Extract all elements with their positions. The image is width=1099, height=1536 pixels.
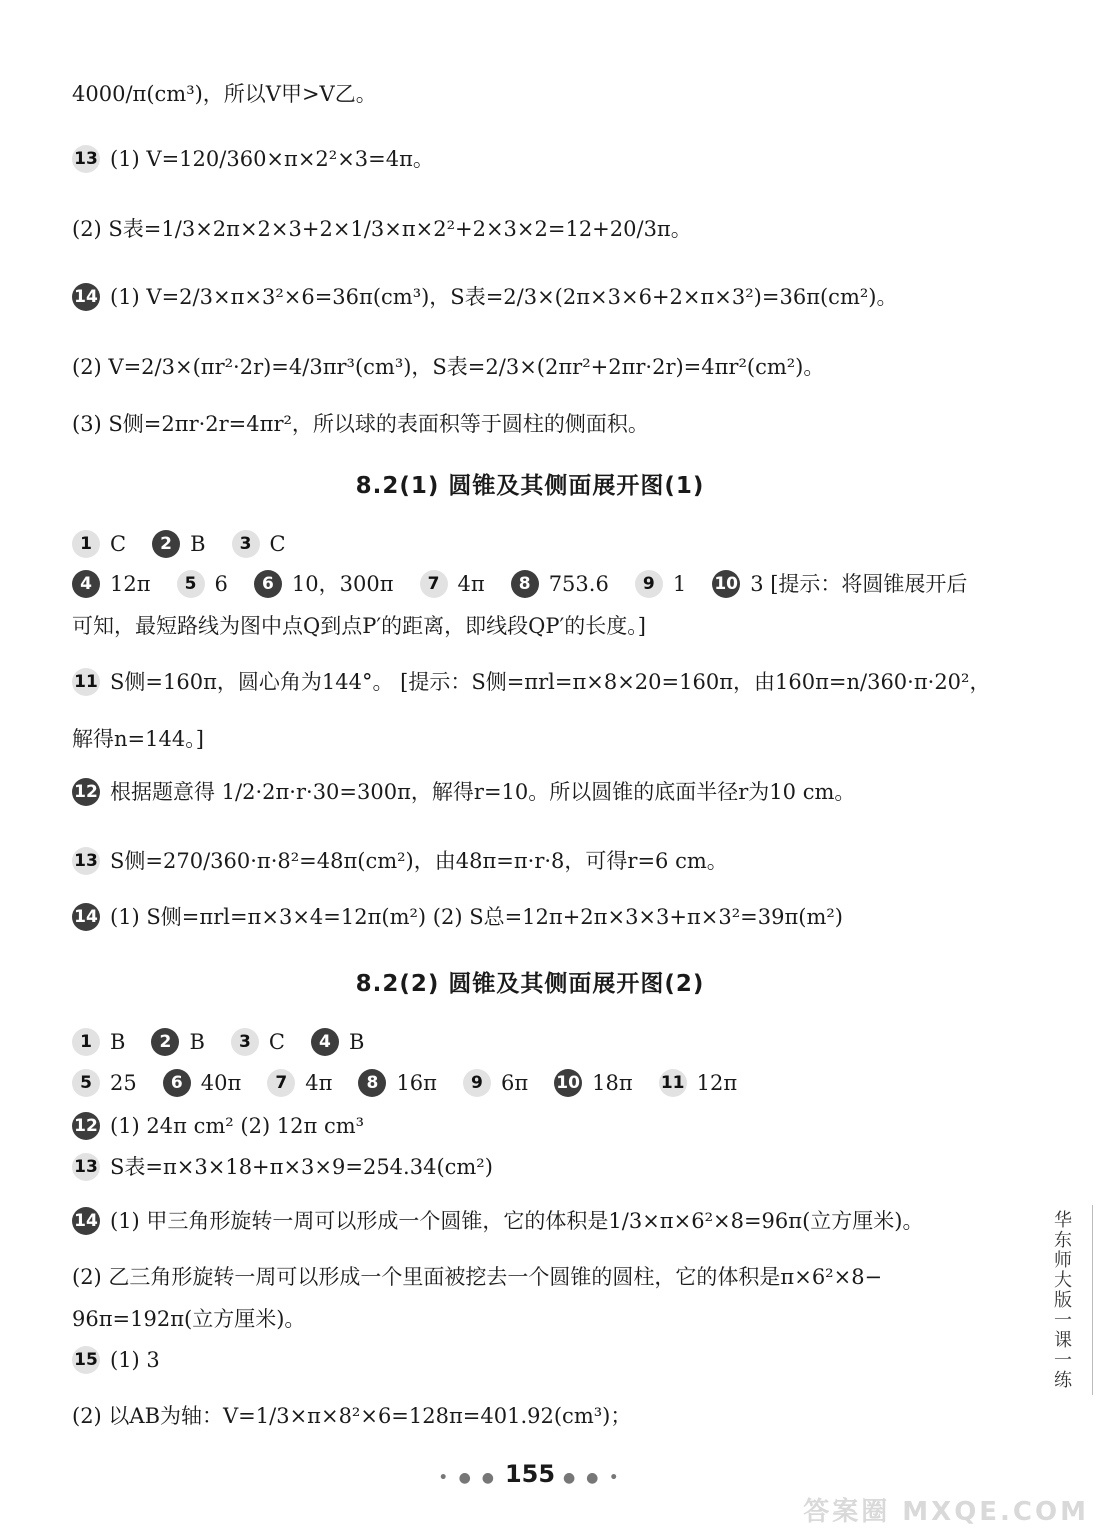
decorative-dots: • ● ● [438, 1470, 497, 1486]
question-number-badge: 13 [72, 847, 100, 875]
answer-line: (2) S表=1/3×2π×2×3+2×1/3×π×2²+2×3×2=12+20/3π。 [72, 217, 692, 241]
question-number-badge: 13 [72, 145, 100, 173]
answer-line: (2) 以AB为轴：V=1/3×π×8²×6=128π=401.92(cm³)； [72, 1404, 632, 1428]
answer-line: 解得n=144。] [72, 727, 204, 751]
question-number-badge: 8 [511, 570, 539, 598]
question-number-badge: 11 [72, 668, 100, 696]
answer-line: 13 S表=π×3×18+π×3×9=254.34(cm²) [72, 1153, 989, 1181]
question-number-badge: 9 [463, 1069, 491, 1097]
answer-line: 96π=192π(立方厘米)。 [72, 1307, 306, 1331]
answer-line: 12 根据题意得 1/2·2π·r·30=300π，解得r=10。所以圆锥的底面半径r为10 cm。 [72, 778, 989, 806]
question-number-badge: 5 [177, 570, 205, 598]
question-number-badge: 4 [72, 570, 100, 598]
answer-row: 1 C 2 B 3 C [72, 530, 989, 558]
answer-line: 13 (1) V=120/360×π×2²×3=4π。 [72, 145, 989, 173]
page-footer [0, 1460, 1060, 1488]
watermark: 答案圈 MXQE.COM [803, 1497, 1089, 1527]
answer-line: (2) V=2/3×(πr²·2r)=4/3πr³(cm³)，S表=2/3×(2πr²+2πr·2r)=4πr²(cm²)。 [72, 355, 825, 379]
answer-line: 14 (1) 甲三角形旋转一周可以形成一个圆锥，它的体积是1/3×π×6²×8=96π(立方厘米)。 [72, 1207, 989, 1235]
answer-line: (3) S侧=2πr·2r=4πr²，所以球的表面积等于圆柱的侧面积。 [72, 412, 649, 436]
question-number-badge: 14 [72, 1207, 100, 1235]
book-series-label: 华东师大版一课一练 [1051, 1210, 1072, 1390]
question-number-badge: 7 [267, 1069, 295, 1097]
answer-line: 14 (1) V=2/3×π×3²×6=36π(cm³)，S表=2/3×(2π×3×6+2×π×3²)=36π(cm²)。 [72, 283, 989, 311]
question-number-badge: 8 [358, 1069, 386, 1097]
answer-line: 14 (1) S侧=πrl=π×3×4=12π(m²) (2) S总=12π+2π×3×3+π×3²=39π(m²) [72, 903, 989, 931]
decorative-dots: ● ● • [563, 1470, 622, 1486]
question-number-badge: 11 [659, 1069, 687, 1097]
question-number-badge: 10 [712, 570, 740, 598]
answer-line: 12 (1) 24π cm² (2) 12π cm³ [72, 1112, 989, 1140]
question-number-badge: 13 [72, 1153, 100, 1181]
question-number-badge: 15 [72, 1346, 100, 1374]
question-number-badge: 3 [232, 530, 260, 558]
question-number-badge: 6 [163, 1069, 191, 1097]
question-number-badge: 3 [231, 1028, 259, 1056]
question-number-badge: 6 [254, 570, 282, 598]
question-number-badge: 2 [152, 530, 180, 558]
section-title: 8.2(1) 圆锥及其侧面展开图(1) [355, 473, 705, 499]
question-number-badge: 4 [311, 1028, 339, 1056]
answer-row: 4 12π 5 6 6 10，300π 7 4π 8 753.6 9 1 10 3 [提示：将圆锥展开后 [72, 570, 989, 598]
answer-row: 5 25 6 40π 7 4π 8 16π 9 6π 10 18π 11 12π [72, 1069, 989, 1097]
question-number-badge: 12 [72, 1112, 100, 1140]
answer-line: 15 (1) 3 [72, 1346, 989, 1374]
answer-line: 13 S侧=270/360·π·8²=48π(cm²)，由48π=π·r·8，可得r=6 cm。 [72, 847, 989, 875]
answer-line: (2) 乙三角形旋转一周可以形成一个里面被挖去一个圆锥的圆柱，它的体积是π×6²×8− [72, 1265, 883, 1289]
question-number-badge: 14 [72, 283, 100, 311]
answer-row: 1 B 2 B 3 C 4 B [72, 1028, 989, 1056]
question-number-badge: 9 [635, 570, 663, 598]
question-number-badge: 5 [72, 1069, 100, 1097]
question-number-badge: 2 [151, 1028, 179, 1056]
question-number-badge: 7 [420, 570, 448, 598]
section-title: 8.2(2) 圆锥及其侧面展开图(2) [355, 971, 705, 997]
answer-line: 可知，最短路线为图中点Q到点P′的距离，即线段QP′的长度。] [72, 614, 646, 638]
page-number: 155 [504, 1460, 556, 1488]
sidebar-divider [1092, 1205, 1093, 1395]
question-number-badge: 10 [554, 1069, 582, 1097]
answer-line: 4000/π(cm³)，所以V甲>V乙。 [72, 82, 377, 106]
question-number-badge: 14 [72, 903, 100, 931]
question-number-badge: 12 [72, 778, 100, 806]
answer-line: 11 S侧=160π，圆心角为144°。 [提示：S侧=πrl=π×8×20=160π，由160π=n/360·π·20²， [72, 668, 989, 696]
question-number-badge: 1 [72, 530, 100, 558]
question-number-badge: 1 [72, 1028, 100, 1056]
